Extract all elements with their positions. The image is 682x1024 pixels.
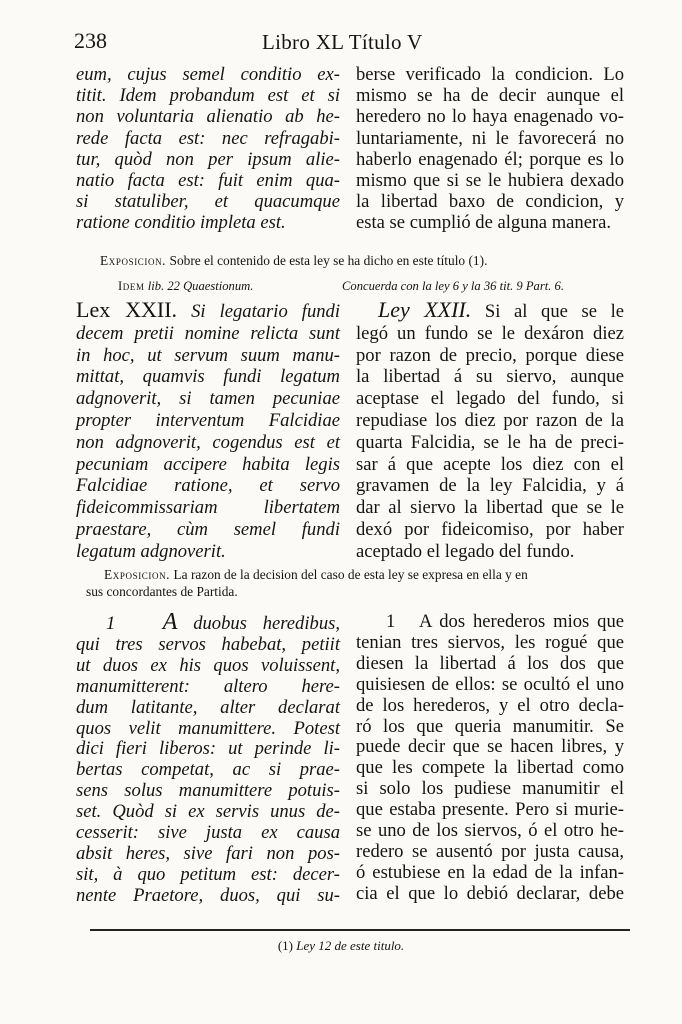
spanish-line-text: A dos herederos mios que	[418, 611, 624, 632]
spanish-line: tenian tres siervos, les rogué que	[356, 631, 624, 653]
latin-line: rede facta est: nec refragabi-	[76, 127, 340, 149]
latin-line: qui tres servos habebat, petiit	[76, 633, 340, 655]
exposicion-label: Exposicion.	[104, 567, 171, 582]
running-title: Libro XL Título V	[262, 30, 423, 54]
spanish-line	[356, 612, 624, 633]
latin-line: manumitterent: altero here-	[76, 675, 340, 697]
latin-line: eum, cujus semel conditio ex-	[76, 64, 340, 85]
section-number: 1	[106, 613, 116, 634]
exposicion-text: Sobre el contenido de esta ley se ha dicho en este título (1).	[169, 253, 488, 268]
spanish-line: ró los que queria manumitir. Se	[356, 715, 624, 737]
spanish-line: de los herederos, y el otro decla-	[356, 694, 624, 716]
spanish-line: quisiesen de ellos: se ocultó el uno	[356, 673, 624, 695]
spanish-line: diesen la libertad á los dos que	[356, 652, 624, 674]
exposicion-note	[100, 253, 487, 269]
spanish-line: la libertad á su siervo, aunque	[356, 366, 624, 388]
latin-line: set. Quòd si ex servis unus de-	[76, 801, 340, 823]
latin-line: in hoc, ut servum suum manu-	[76, 344, 340, 366]
latin-column-section1	[76, 609, 340, 907]
source-citation	[118, 279, 253, 294]
latin-line: fideicommissariam libertatem	[76, 497, 340, 519]
spanish-line: repudiase los diez por razon de la	[356, 409, 624, 431]
spanish-line: mismo que si se le hubiera dexado	[356, 170, 624, 192]
exposicion-label: Exposicion.	[100, 253, 167, 268]
footnote-rule	[90, 929, 630, 931]
spanish-line: que estaba presente. Pero si murie-	[356, 799, 624, 821]
exposicion-text-continued: sus concordantes de Partida.	[86, 584, 238, 599]
latin-line: legatum adgnoverit.	[76, 540, 226, 562]
lex-heading: Lex XXII.	[76, 297, 178, 322]
spanish-line: dexó por fideicomiso, por haber	[356, 518, 624, 540]
spanish-line: que les compete la libertad como	[356, 757, 624, 779]
latin-line: natio facta est: fuit enim qua-	[76, 170, 340, 192]
latin-line: cesserit: sive justa ex causa	[76, 822, 340, 844]
latin-line-text: Si legatario fundi	[191, 301, 341, 322]
section-number: 1	[386, 611, 396, 632]
latin-line: bertas competat, ac si prae-	[76, 759, 340, 781]
spanish-line: haberlo enagenado él; porque es lo	[356, 148, 624, 170]
spanish-column-ley22	[356, 299, 624, 563]
spanish-line: esta se cumplió de alguna manera.	[356, 212, 612, 234]
spanish-line: por razon de precio, porque diese	[356, 344, 624, 366]
latin-line: non adgnoverit, cogendus est et	[76, 431, 340, 453]
latin-line: nente Praetore, duos, qui su-	[76, 884, 340, 906]
exposicion-note	[104, 567, 528, 583]
ley-heading: Ley XXII.	[378, 297, 472, 322]
spanish-line: quarta Falcidia, se le ha de preci-	[356, 431, 624, 453]
latin-column-block1	[76, 64, 340, 234]
spanish-column-section1	[356, 612, 624, 905]
spanish-line: mismo se ha de decir aunque el	[356, 85, 624, 107]
spanish-line: heredero no lo haya enagenado vo-	[356, 106, 624, 128]
spanish-column-block1	[356, 64, 624, 234]
source-reference: lib. 22 Quaestionum.	[147, 279, 254, 293]
latin-line	[76, 299, 340, 323]
spanish-line: se uno de los siervos, ó el otro he-	[356, 820, 624, 842]
spanish-line: berse verificado la condicion. Lo	[356, 64, 624, 85]
footnote-text: Ley 12 de este titulo.	[296, 938, 405, 953]
latin-line: decem pretii nomine relicta sunt	[76, 322, 340, 344]
spanish-line: luntariamente, ni le favorecerá no	[356, 127, 624, 149]
concordance-citation: Concuerda con la ley 6 y la 36 tit. 9 Part. 6.	[342, 279, 564, 293]
exposicion-text: La razon de la decision del caso de esta ley se expresa en ella y en	[173, 567, 528, 582]
latin-line: absit heres, sive fari non pos-	[76, 842, 340, 864]
latin-line: titit. Idem probandum est et si	[76, 85, 340, 107]
initial-word: A	[162, 609, 178, 635]
latin-line: non voluntaria alienatio ab he-	[76, 106, 340, 128]
spanish-line: la libertad baxo de condicion, y	[356, 191, 624, 213]
spanish-line: ó estubiese en la edad de la infan-	[356, 861, 624, 883]
latin-line: dici fieri liberos: ut perinde li-	[76, 738, 340, 760]
latin-line: quos velit manumittere. Potest	[76, 717, 340, 739]
spanish-line: puede decir que se hacen libres, y	[356, 736, 624, 758]
latin-line-text: duobus heredibus,	[193, 613, 340, 634]
latin-line: Falcidiae ratione, et servo	[76, 475, 340, 497]
latin-line: sit, à quo petitum est: decer-	[76, 863, 340, 885]
spanish-line: sar á que acepte los diez con el	[356, 453, 624, 475]
latin-line: adgnoverit, si tamen pecuniae	[76, 388, 340, 410]
latin-line: dum latitante, alter declarat	[76, 696, 340, 718]
spanish-line-text: Si al que se le	[484, 301, 624, 322]
spanish-line: dar al siervo la libertad que se le	[356, 497, 624, 519]
latin-line	[76, 609, 340, 635]
spanish-line: aceptado el legado del fundo.	[356, 540, 575, 562]
page-number: 238	[74, 28, 107, 53]
latin-line: mittat, quamvis fundi legatum	[76, 366, 340, 388]
spanish-line: si solo los pudiese manumitir el	[356, 778, 624, 800]
spanish-line: legó un fundo se le dexáron diez	[356, 322, 624, 344]
footnote-mark: (1)	[277, 938, 293, 953]
latin-line: tur, quòd non per ipsum alie-	[76, 148, 340, 170]
latin-line: praestare, cùm semel fundi	[76, 518, 340, 540]
latin-line: si statuliber, et quacumque	[76, 191, 340, 213]
latin-line: ratione conditio impleta est.	[76, 212, 286, 234]
footnote	[0, 938, 682, 954]
spanish-line: redero se ausentó por justa causa,	[356, 840, 624, 862]
idem-label: Idem	[118, 279, 145, 293]
latin-column-lex22	[76, 299, 340, 563]
spanish-line	[356, 299, 624, 323]
latin-line: propter interventum Falcidiae	[76, 409, 340, 431]
spanish-line: gravamen de la ley Falcidia, y á	[356, 475, 624, 497]
spanish-line: cia el que lo debió declarar, debe	[356, 882, 624, 904]
latin-line: ut duos ex his quos voluissent,	[76, 654, 340, 676]
spanish-line: aceptase el legado del fundo, si	[356, 388, 624, 410]
latin-line: sens solus manumittere potuis-	[76, 780, 340, 802]
latin-line: pecuniam accipere habita legis	[76, 453, 340, 475]
